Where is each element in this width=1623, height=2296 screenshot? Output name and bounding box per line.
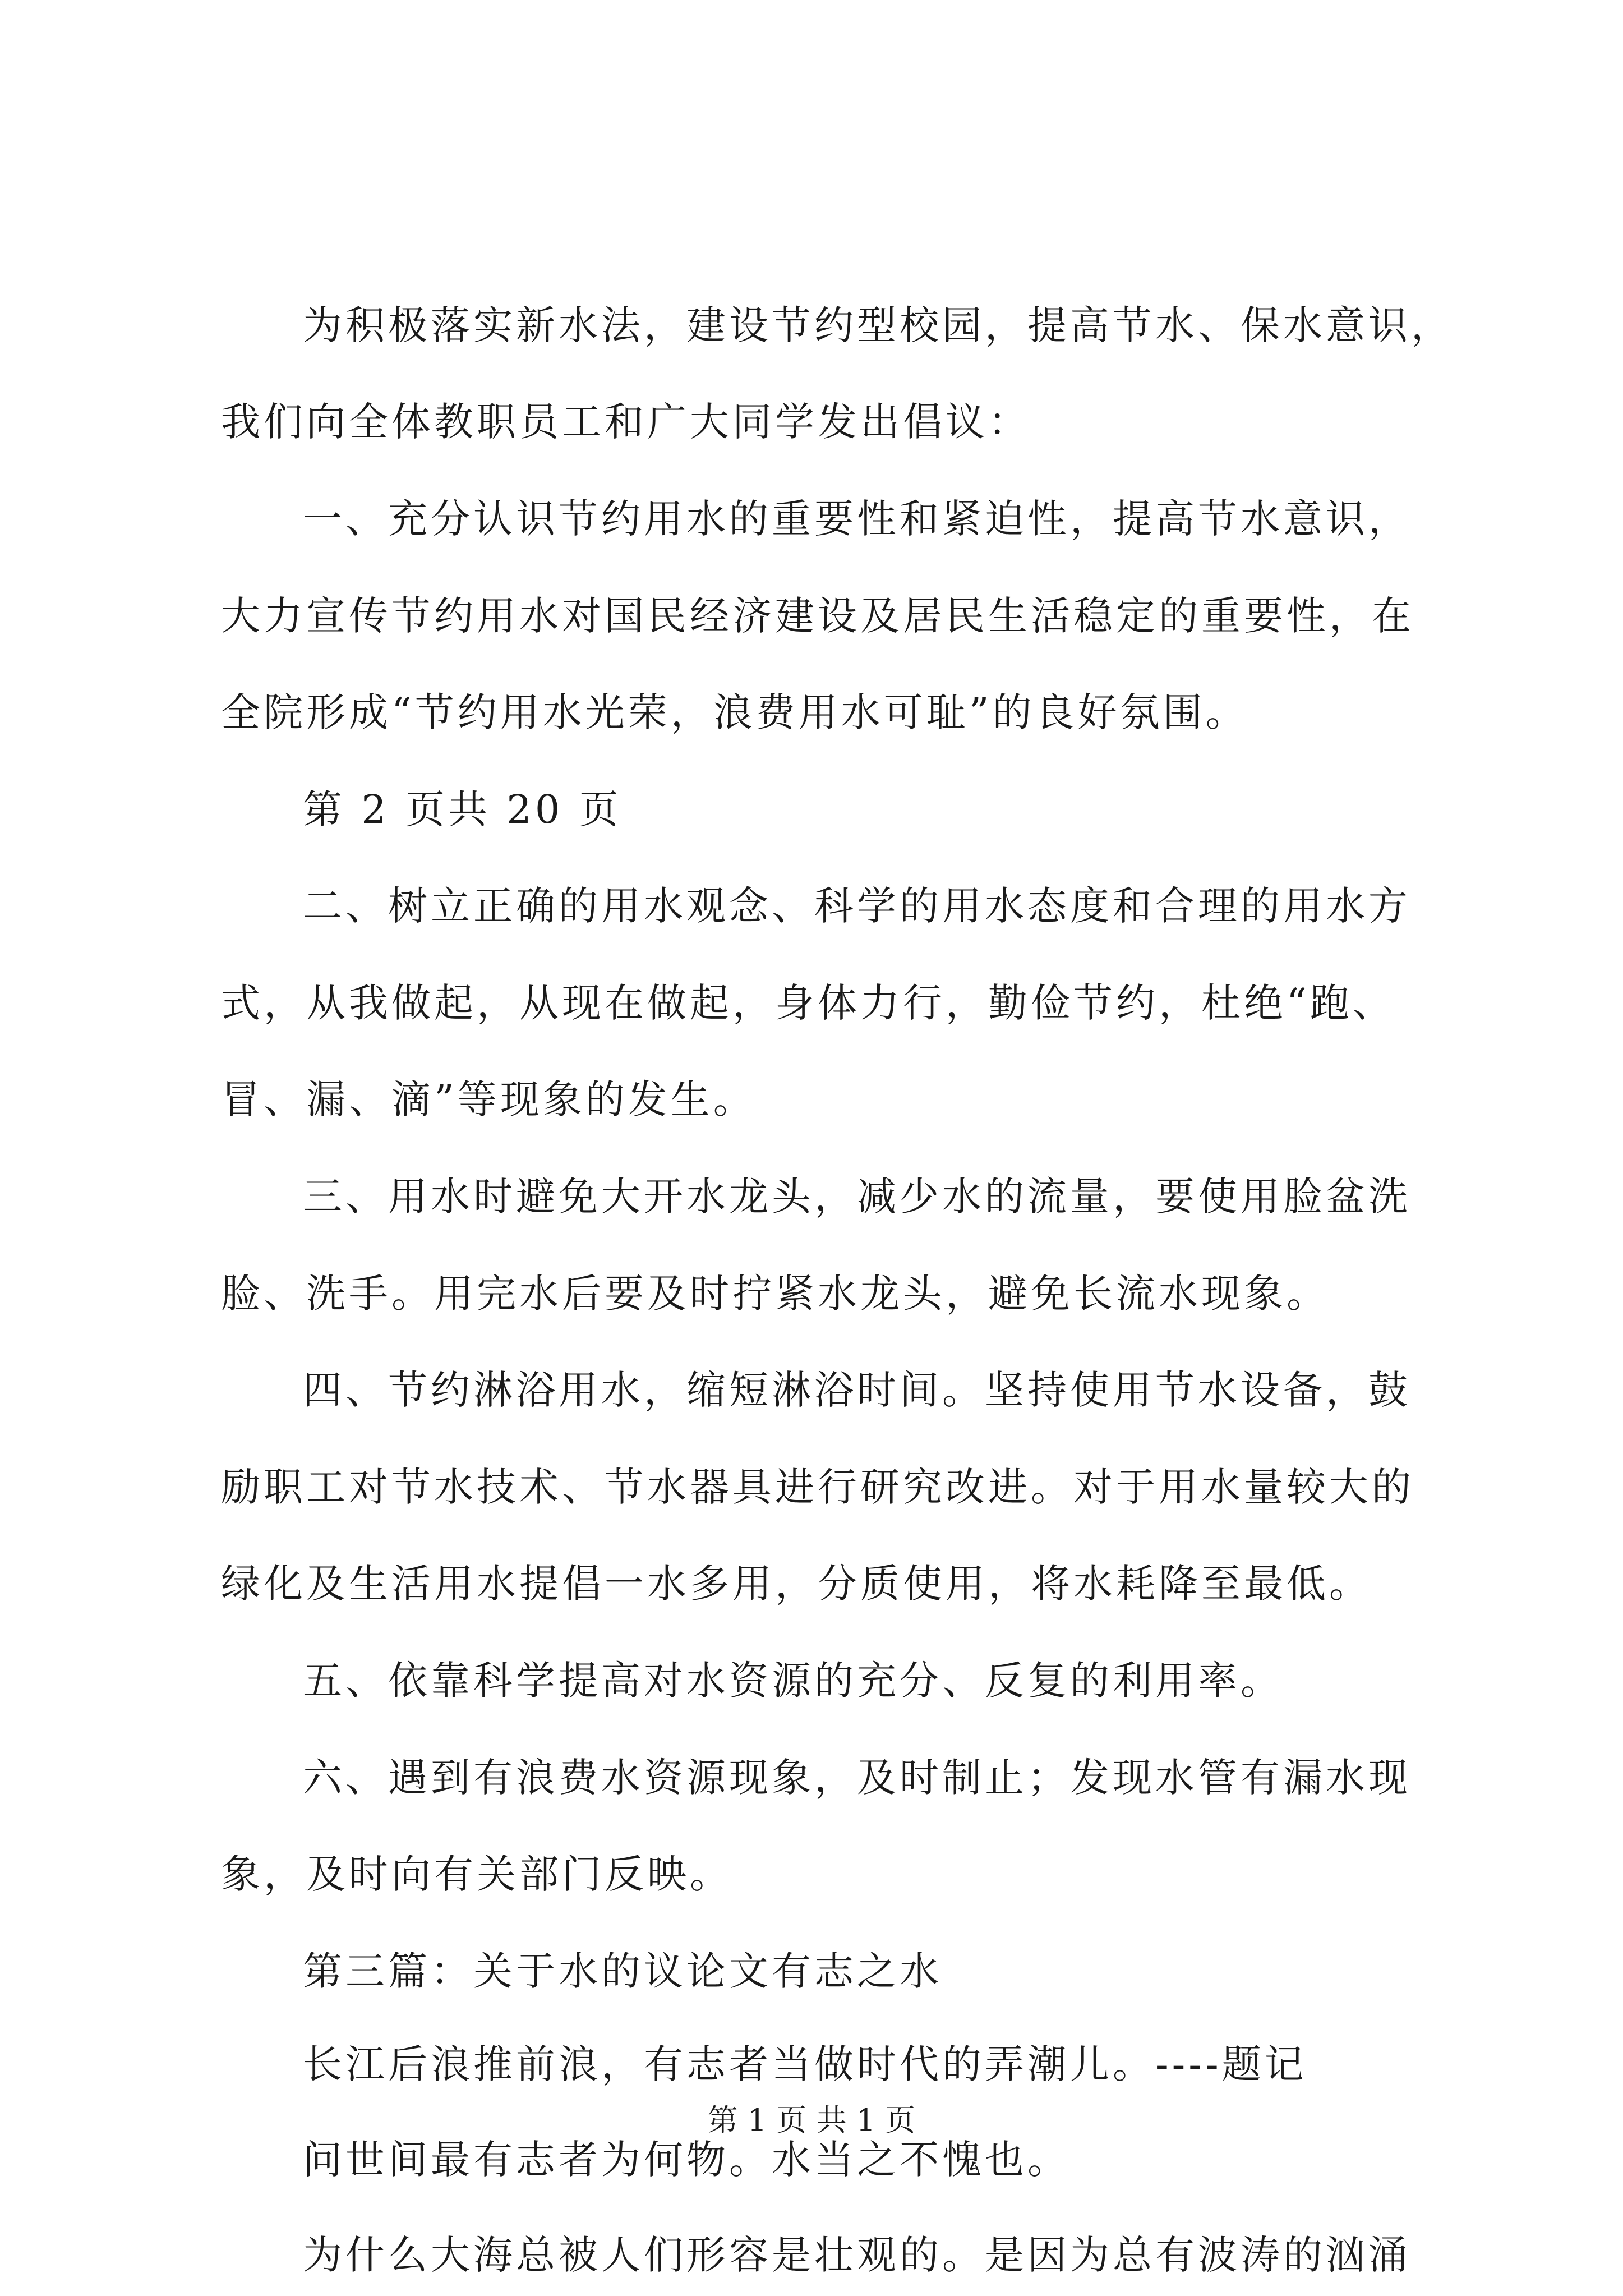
page-footer: 第 1 页 共 1 页 xyxy=(707,2102,916,2138)
paragraph-line: 六、遇到有浪费水资源现象，及时制止；发现水管有漏水现 xyxy=(303,1755,1411,1801)
paragraph-line: 问世间最有志者为何物。水当之不愧也。 xyxy=(303,2137,1070,2183)
paragraph-line: 全院形成“节约用水光荣，浪费用水可耻”的良好氛围。 xyxy=(221,689,1248,735)
paragraph-line: 象，及时向有关部门反映。 xyxy=(221,1851,732,1897)
section-heading: 第三篇：关于水的议论文有志之水 xyxy=(303,1948,942,1994)
paragraph-line: 我们向全体教职员工和广大同学发出倡议： xyxy=(221,399,1031,445)
paragraph-line: 大力宣传节约用水对国民经济建设及居民生活稳定的重要性，在 xyxy=(221,593,1414,639)
paragraph-line: 励职工对节水技术、节水器具进行研究改进。对于用水量较大的 xyxy=(221,1464,1414,1510)
paragraph-line: 二、树立正确的用水观念、科学的用水态度和合理的用水方 xyxy=(303,883,1411,929)
paragraph-line: 为什么大海总被人们形容是壮观的。是因为总有波涛的汹涌 xyxy=(303,2232,1411,2278)
epigraph-line: 长江后浪推前浪，有志者当做时代的弄潮儿。----题记 xyxy=(303,2041,1307,2087)
paragraph-line: 绿化及生活用水提倡一水多用，分质使用，将水耗降至最低。 xyxy=(221,1561,1372,1607)
paragraph-line: 五、依靠科学提高对水资源的充分、反复的利用率。 xyxy=(303,1658,1283,1704)
paragraph-line: 脸、洗手。用完水后要及时拧紧水龙头，避免长流水现象。 xyxy=(221,1271,1329,1317)
paragraph-line: 冒、漏、滴”等现象的发生。 xyxy=(221,1076,756,1122)
page-marker-text: 第 2 页共 20 页 xyxy=(303,786,622,832)
paragraph-line: 一、充分认识节约用水的重要性和紧迫性，提高节水意识， xyxy=(303,496,1411,542)
paragraph-line: 三、用水时避免大开水龙头，减少水的流量，要使用脸盆洗 xyxy=(303,1174,1411,1220)
paragraph-line: 式，从我做起，从现在做起，身体力行，勤俭节约，杜绝“跑、 xyxy=(221,980,1395,1026)
paragraph-line: 为积极落实新水法，建设节约型校园，提高节水、保水意识， xyxy=(303,302,1454,348)
paragraph-line: 四、节约淋浴用水，缩短淋浴时间。坚持使用节水设备，鼓 xyxy=(303,1367,1411,1413)
